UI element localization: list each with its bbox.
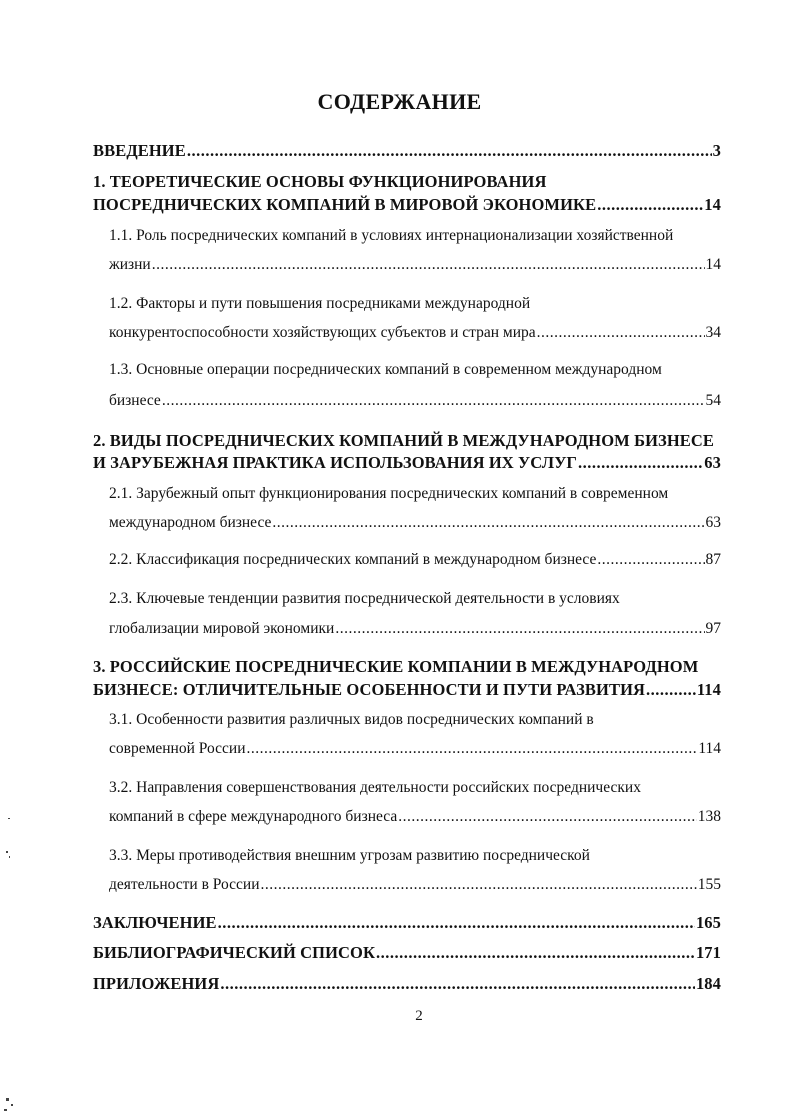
toc-page-number: 54 [705,392,721,409]
toc-entry-chapter-1[interactable] [93,194,721,216]
toc-entry-section-1-3[interactable] [109,390,721,412]
toc-page-number: 184 [695,974,721,993]
toc-entry-label: И ЗАРУБЕЖНАЯ ПРАКТИКА ИСПОЛЬЗОВАНИЯ ИХ УСЛУГ [93,453,578,472]
toc-page-number: 97 [705,620,721,637]
leader-dots [578,452,703,474]
toc-entry-label: бизнесе [109,392,161,409]
toc-page-number: 34 [705,324,721,341]
toc-page-number: 114 [698,740,721,757]
toc-entry-label: современной России [109,740,246,757]
toc-entry-intro[interactable] [93,140,721,162]
leader-dots [272,512,704,534]
leader-dots [220,973,695,995]
leader-dots [398,806,697,828]
scan-artifact [8,818,10,819]
leader-dots [261,874,697,896]
toc-entry-label: международном бизнесе [109,514,272,531]
page-title: СОДЕРЖАНИЕ [317,89,482,114]
toc-entry-conclusion[interactable] [93,912,721,934]
toc-page-number: 155 [697,876,721,893]
toc-entry-section-1-2[interactable] [109,322,721,344]
toc-entry-chapter-2[interactable] [93,452,721,474]
toc-entry-label: ЗАКЛЮЧЕНИЕ [93,913,217,932]
toc-page-number: 14 [704,195,721,214]
page-number: 2 [415,1008,423,1024]
toc-chapter-1-title[interactable]: 1. ТЕОРЕТИЧЕСКИЕ ОСНОВЫ ФУНКЦИОНИРОВАНИЯ [93,172,547,191]
toc-entry-label: ПОСРЕДНИЧЕСКИХ КОМПАНИЙ В МИРОВОЙ ЭКОНОМИКЕ [93,195,597,214]
leader-dots [162,390,705,412]
toc-section-3-1-title[interactable]: 3.1. Особенности развития различных видов посреднических компаний в [109,711,594,728]
leader-dots [335,618,704,640]
toc-entry-section-3-1[interactable] [109,738,721,760]
toc-page-number: 63 [704,453,721,472]
leader-dots [218,912,695,934]
scan-artifact [6,1098,9,1101]
toc-section-1-3-title[interactable]: 1.3. Основные операции посреднических компаний в современном международном [109,361,662,378]
toc-entry-label: ВВЕДЕНИЕ [93,141,186,160]
toc-section-3-2-title[interactable]: 3.2. Направления совершенствования деятельности российских посреднических [109,779,641,796]
leader-dots [597,194,703,216]
toc-entry-appendices[interactable] [93,973,721,995]
toc-entry-section-2-3[interactable] [109,618,721,640]
leader-dots [376,942,695,964]
toc-page-number: 171 [695,943,721,962]
toc-section-1-1-title[interactable]: 1.1. Роль посреднических компаний в условиях интернационализации хозяйственной [109,227,674,244]
leader-dots [597,549,704,571]
toc-chapter-2-title[interactable]: 2. ВИДЫ ПОСРЕДНИЧЕСКИХ КОМПАНИЙ В МЕЖДУНАРОДНОМ БИЗНЕСЕ [93,431,714,450]
toc-entry-bibliography[interactable] [93,942,721,964]
toc-entry-section-2-1[interactable] [109,512,721,534]
toc-entry-label: БИБЛИОГРАФИЧЕСКИЙ СПИСОК [93,943,376,962]
toc-page-number: 14 [705,256,721,273]
toc-page-number: 87 [705,551,721,568]
toc-chapter-3-title[interactable]: 3. РОССИЙСКИЕ ПОСРЕДНИЧЕСКИЕ КОМПАНИИ В МЕЖДУНАРОДНОМ [93,657,699,676]
toc-section-2-3-title[interactable]: 2.3. Ключевые тенденции развития посреднической деятельности в условиях [109,590,620,607]
toc-entry-label: БИЗНЕСЕ: ОТЛИЧИТЕЛЬНЫЕ ОСОБЕННОСТИ И ПУТИ РАЗВИТИЯ [93,680,646,699]
toc-page-number: 114 [696,680,721,699]
toc-section-3-3-title[interactable]: 3.3. Меры противодействия внешним угрозам развитию посреднической [109,847,590,864]
scan-artifact [4,1109,7,1111]
leader-dots [187,140,712,162]
scan-artifact [11,1104,13,1106]
toc-entry-label: 2.2. Классификация посреднических компаний в международном бизнесе [109,551,597,568]
toc-entry-label: конкурентоспособности хозяйствующих субъектов и стран мира [109,324,536,341]
toc-entry-label: деятельности в России [109,876,260,893]
toc-entry-section-3-2[interactable] [109,806,721,828]
leader-dots [247,738,698,760]
leader-dots [152,254,705,276]
toc-section-1-2-title[interactable]: 1.2. Факторы и пути повышения посредниками международной [109,295,531,312]
toc-entry-section-3-3[interactable] [109,874,721,896]
leader-dots [646,679,696,701]
toc-page-number: 138 [697,808,721,825]
toc-page-number: 63 [705,514,721,531]
toc-entry-label: ПРИЛОЖЕНИЯ [93,974,220,993]
toc-entry-label: компаний в сфере международного бизнеса [109,808,398,825]
toc-entry-label: глобализации мировой экономики [109,620,335,637]
toc-page-number: 165 [695,913,721,932]
toc-entry-chapter-3[interactable] [93,679,721,701]
scan-artifact [6,851,8,853]
toc-entry-section-1-1[interactable] [109,254,721,276]
toc-section-2-1-title[interactable]: 2.1. Зарубежный опыт функционирования посреднических компаний в современном [109,485,669,502]
toc-entry-label: жизни [109,256,151,273]
toc-page-number: 3 [712,141,721,160]
scan-artifact [9,856,10,858]
leader-dots [537,322,705,344]
toc-entry-section-2-2[interactable] [109,549,721,571]
